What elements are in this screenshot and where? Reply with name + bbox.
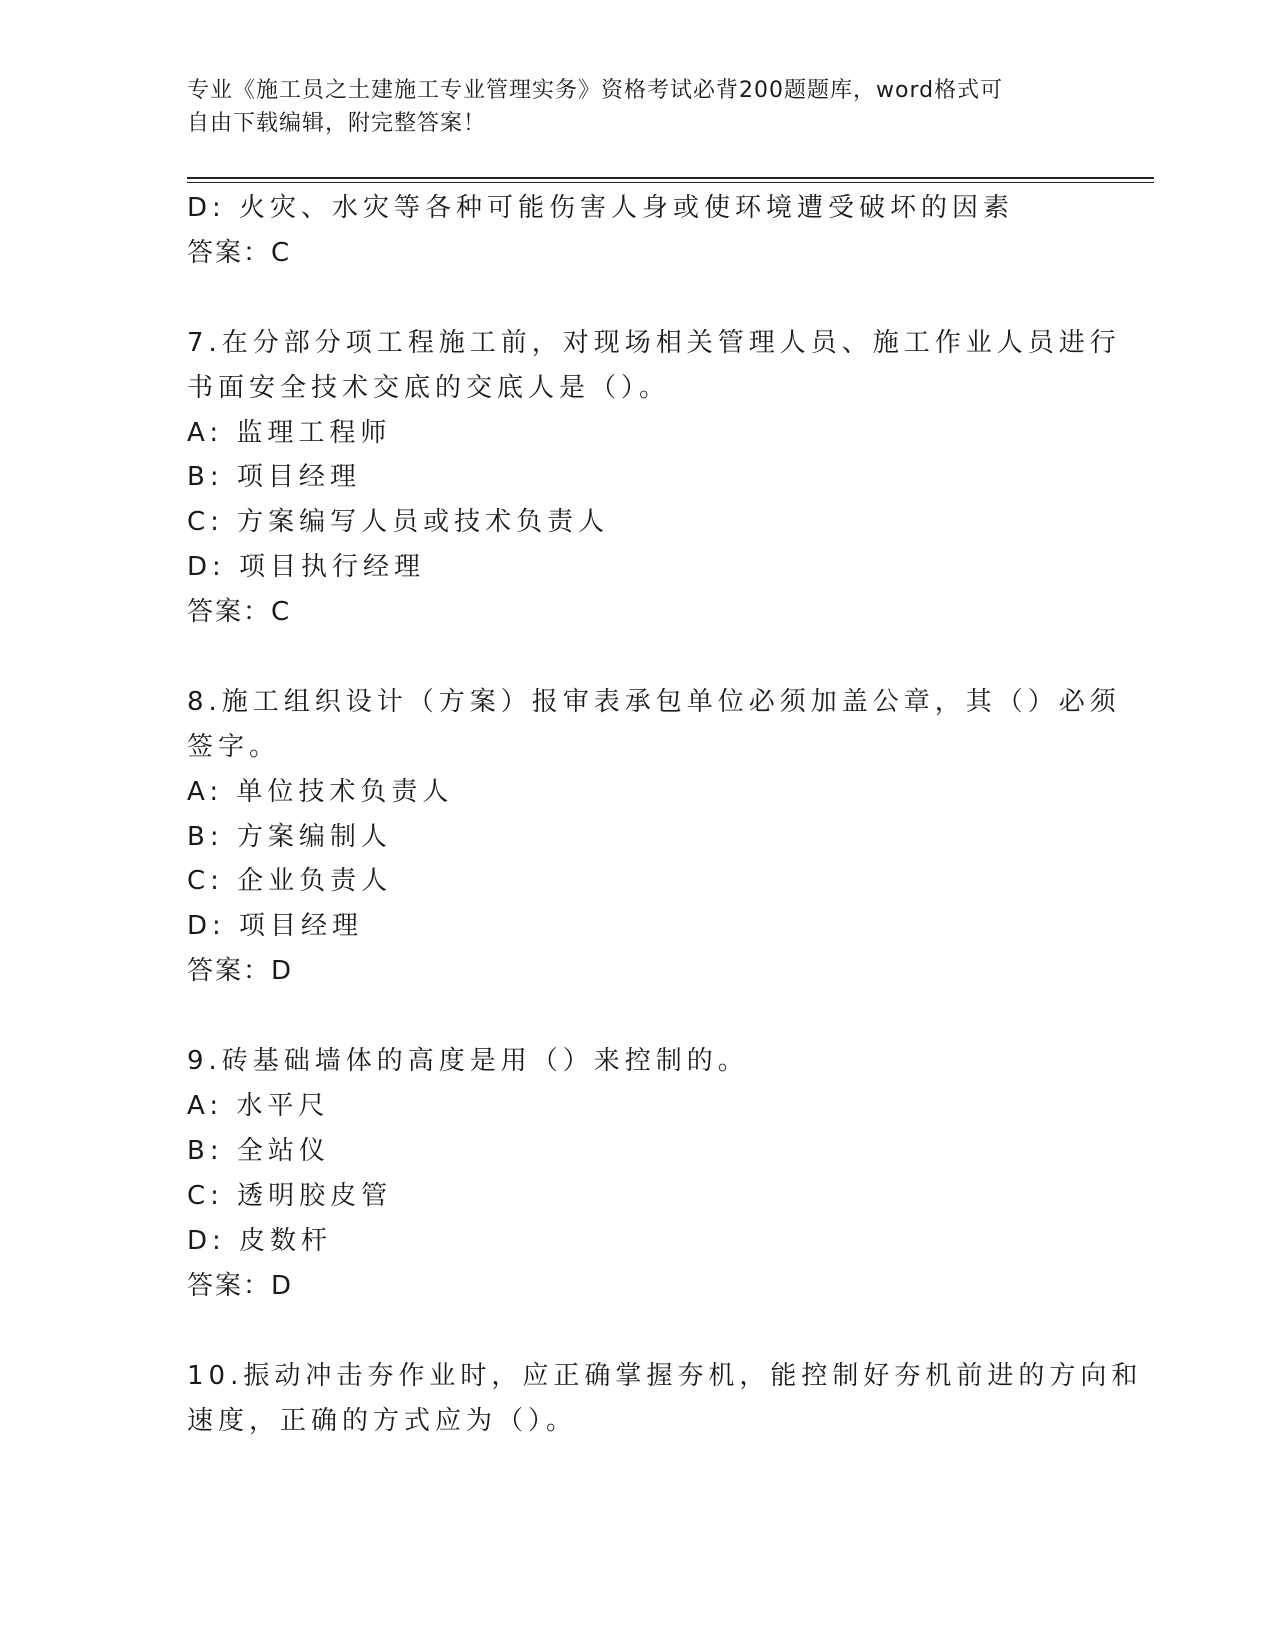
q7-answer: 答案：C	[187, 597, 292, 627]
q9-option-d: D: 皮数杆	[187, 1226, 333, 1256]
q7-option-b: B: 项目经理	[187, 462, 361, 492]
q10-stem-line-2: 速度，正确的方式应为（）。	[187, 1406, 578, 1436]
q9-option-b: B: 全站仪	[187, 1136, 330, 1166]
q8-stem-line-2: 签字。	[187, 732, 281, 762]
q8-option-b: B: 方案编制人	[187, 822, 392, 852]
q9-option-c: C: 透明胶皮管	[187, 1181, 393, 1211]
q7-option-d: D: 项目执行经理	[187, 552, 426, 582]
header-divider-thin	[187, 182, 1154, 183]
q9-answer: 答案：D	[187, 1271, 294, 1301]
q8-option-a: A: 单位技术负责人	[187, 777, 454, 807]
header-divider-thick	[187, 177, 1154, 179]
q8-option-c: C: 企业负责人	[187, 866, 393, 896]
q8-answer: 答案：D	[187, 956, 294, 986]
q10-stem-line-1: 10.振动冲击夯作业时，应正确掌握夯机，能控制好夯机前进的方向和	[187, 1361, 1143, 1391]
header-title-line-1: 专业《施工员之土建施工专业管理实务》资格考试必背200题题库，word格式可	[187, 78, 1004, 103]
header-title-line-2: 自由下载编辑，附完整答案！	[187, 111, 487, 136]
q8-stem-line-1: 8.施工组织设计（方案）报审表承包单位必须加盖公章，其（）必须	[187, 687, 1121, 717]
q6-answer: 答案：C	[187, 238, 292, 268]
q9-option-a: A: 水平尺	[187, 1091, 330, 1121]
q7-option-c: C: 方案编写人员或技术负责人	[187, 507, 610, 537]
q7-option-a: A: 监理工程师	[187, 418, 392, 448]
document-header	[187, 74, 1067, 140]
q7-stem-line-2: 书面安全技术交底的交底人是（）。	[187, 373, 671, 403]
q6-option-d: D: 火灾、水灾等各种可能伤害人身或使环境遭受破坏的因素	[187, 193, 1015, 223]
q9-stem-line-1: 9.砖基础墙体的高度是用（）来控制的。	[187, 1046, 749, 1076]
q8-option-d: D: 项目经理	[187, 911, 364, 941]
q7-stem-line-1: 7.在分部分项工程施工前，对现场相关管理人员、施工作业人员进行	[187, 328, 1121, 358]
